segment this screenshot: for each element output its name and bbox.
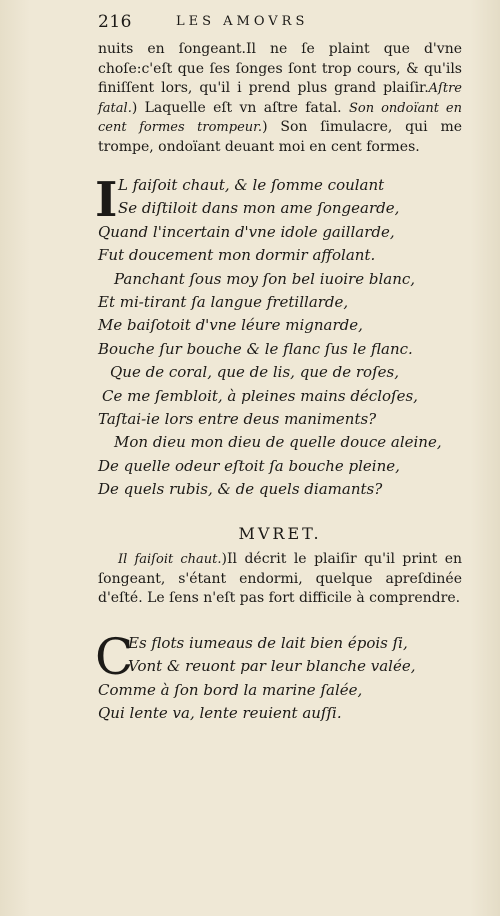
verse-line: Fut doucement mon dormir affolant. — [98, 246, 376, 265]
commentary-bottom — [98, 550, 462, 609]
page-number: 216 — [98, 12, 132, 32]
commentary-text: nuits en ſongeant.Il ne ſe plaint que d'vne choſe:c'eſt que ſes ſonges ſont trop cours, & qu'ils finiſſent lors, qu'il i prend plus grand plaiſir. — [98, 41, 462, 96]
verse-line: Panchant ſous moy ſon bel iuoire blanc, — [114, 269, 416, 288]
verse-line: Mon dieu mon dieu de quelle douce aleine, — [114, 433, 442, 452]
verse-line: Bouche ſur bouche & le flanc ſus le flanc. — [98, 339, 413, 358]
sonnet — [95, 172, 468, 501]
commentary-text: ) Son ſimulacre, qui me trompe, ondoïant deuant moi en cent formes. — [98, 119, 463, 155]
commentary-top — [98, 40, 462, 157]
verse-line: De quels rubis, & de quels diamants? — [98, 480, 383, 499]
quoted-verse — [95, 628, 468, 726]
drop-cap: I — [95, 172, 118, 228]
verse-line: L faiſoit chaut, & le ſomme coulant — [118, 176, 385, 194]
verse-line: Se diſtiloit dans mon ame ſongearde, — [118, 199, 400, 218]
commentary-quote: Son ondoïant en cent formes trompeur. — [98, 100, 463, 135]
verse-line: Vont & reuont par leur blanche valée, — [128, 657, 416, 676]
commentary-text: ) Laquelle eſt vn aſtre fatal. — [131, 99, 349, 116]
verse-line: Comme à ſon bord la marine ſalée, — [98, 680, 363, 699]
verse-line: Me baiſotoit d'vne léure mignarde, — [98, 316, 363, 335]
verse-line: Taſtai-ie lors entre deus maniments? — [98, 409, 377, 428]
verse-line: Quand l'incertain d'vne idole gaillarde, — [98, 222, 395, 241]
verse-line: Qui lente va, lente reuient auſſi. — [98, 704, 342, 723]
verse-line: Es flots iumeaus de lait bien épois ſi, — [128, 634, 408, 652]
commentary-text: )Il décrit le plaiſir qu'il print en ſongeant, s'étant endormi, quelque apreſdinée d'eſté. Le ſens n'eſt pas fort difficile à comprendre. — [98, 551, 462, 606]
verse-line: Que de coral, que de lis, que de roſes, — [110, 363, 399, 382]
verse-line: Ce me ſembloit, à pleines mains décloſes, — [102, 386, 418, 405]
section-heading: MVRET. — [238, 524, 322, 543]
verse-line: De quelle odeur eſtoit ſa bouche pleine, — [98, 456, 400, 475]
running-title: LES AMOVRS — [176, 14, 309, 29]
commentary-quote: Aſtre fatal. — [98, 81, 462, 116]
running-head — [98, 12, 460, 34]
drop-cap: C — [95, 628, 134, 686]
commentary-quote: Il faiſoit chaut. — [118, 552, 222, 567]
verse-line: Et mi-tirant ſa langue fretillarde, — [98, 292, 349, 311]
